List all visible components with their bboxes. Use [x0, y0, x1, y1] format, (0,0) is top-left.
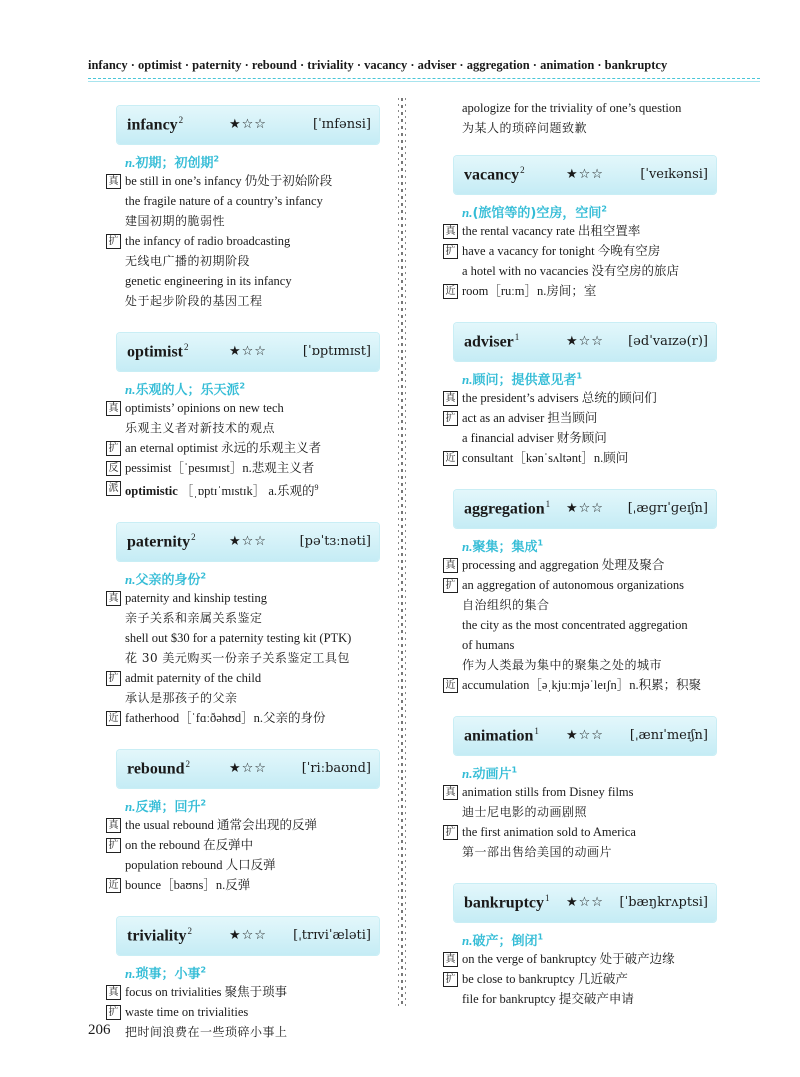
- headword: rebound$^2$: [127, 759, 191, 778]
- headword: triviality$^2$: [127, 926, 193, 945]
- tag-zhen: 真: [106, 591, 121, 606]
- translation-line: 承认是那孩子的父亲: [125, 691, 238, 706]
- entry-aggregation: [440, 490, 730, 695]
- header-rule: [88, 78, 760, 79]
- frequency-stars: ★☆☆: [229, 928, 267, 944]
- headword: paternity$^2$: [127, 532, 196, 551]
- example-line: a hotel with no vacancies 没有空房的旅店: [462, 264, 679, 278]
- part-of-speech: n.琐事；小事$^2$: [125, 965, 207, 983]
- part-of-speech: n.(旅馆等的)空房，空间$^2$: [462, 204, 607, 221]
- example-line: 真 the president’s advisers 总统的顾问们: [440, 388, 730, 408]
- frequency-stars: ★☆☆: [566, 334, 604, 349]
- example-line: 扩 the first animation sold to America: [440, 822, 730, 842]
- headword-box: [117, 523, 379, 561]
- translation-line: 第一部出售给美国的动画片: [462, 845, 613, 859]
- phonetic: [pəˈtɜːnəti]: [299, 534, 371, 550]
- tag-kuo: 扩: [443, 972, 458, 987]
- example-line: the fragile nature of a country’s infancy: [125, 194, 323, 208]
- tag-zhen: 真: [443, 391, 458, 406]
- example-line: a financial adviser 财务顾问: [462, 431, 607, 445]
- headword: bankruptcy$^1$: [464, 893, 550, 912]
- tag-kuo: 扩: [443, 578, 458, 593]
- entry-vacancy: [440, 156, 730, 301]
- tag-jin: 近: [443, 284, 458, 299]
- tag-jin: 近: [443, 451, 458, 466]
- page-number: 206: [88, 1022, 111, 1038]
- column-divider: [397, 98, 407, 1006]
- tag-zhen: 真: [106, 985, 121, 1000]
- example-line: 扩 be close to bankruptcy 几近破产: [440, 969, 730, 989]
- headword: optimist$^2$: [127, 342, 189, 361]
- headword-box: [454, 156, 716, 194]
- tag-zhen: 真: [443, 952, 458, 967]
- tag-kuo: 扩: [106, 671, 121, 686]
- entry-bankruptcy: [440, 884, 730, 1009]
- entry-adviser: [440, 323, 730, 468]
- tag-zhen: 真: [443, 785, 458, 800]
- frequency-stars: ★☆☆: [566, 895, 604, 910]
- phonetic: [ˈɪnfənsi]: [313, 117, 371, 132]
- example-line: 扩 act as an adviser 担当顾问: [440, 408, 730, 428]
- frequency-stars: ★☆☆: [229, 117, 267, 132]
- part-of-speech: n.动画片$^1$: [462, 765, 518, 782]
- headword: adviser$^1$: [464, 332, 520, 351]
- translation-line: 为某人的琐碎问题致歉: [462, 121, 588, 135]
- example-line: 真 optimists’ opinions on new tech: [103, 398, 393, 418]
- translation-line: 把时间浪费在一些琐碎小事上: [125, 1025, 288, 1040]
- example-line: file for bankruptcy 提交破产申请: [462, 992, 634, 1006]
- tag-pai: 派: [106, 481, 121, 496]
- translation-line: 花 30 美元购买一份亲子关系鉴定工具包: [125, 651, 350, 666]
- synonym-line: 近 bounce［baʊns］n.反弹: [103, 875, 393, 895]
- example-line: 真 the rental vacancy rate 出租空置率: [440, 221, 730, 241]
- entry-continuation: [440, 98, 730, 138]
- headword-box: [454, 323, 716, 361]
- part-of-speech: n.顾问；提供意见者$^1$: [462, 371, 583, 388]
- example-line: of humans: [462, 638, 515, 652]
- tag-jin: 近: [106, 711, 121, 726]
- part-of-speech: n.初期；初创期$^2$: [125, 154, 220, 171]
- part-of-speech: n.反弹；回升$^2$: [125, 798, 207, 816]
- example-line: the city as the most concentrated aggregation: [462, 618, 688, 632]
- phonetic: [ˈveɪkənsi]: [640, 167, 708, 182]
- synonym-line: 近 room［ruːm］n.房间；室: [440, 281, 730, 301]
- headword-box: [454, 717, 716, 755]
- left-column: [103, 98, 393, 1064]
- phonetic: [ˌtrɪviˈæləti]: [293, 928, 371, 944]
- entry-paternity: [103, 523, 393, 728]
- frequency-stars: ★☆☆: [229, 344, 267, 359]
- headword-box: [454, 490, 716, 528]
- part-of-speech: n.破产；倒闭$^1$: [462, 932, 544, 949]
- example-line: 真 animation stills from Disney films: [440, 782, 730, 802]
- example-line: 扩 an aggregation of autonomous organizations: [440, 575, 730, 595]
- example-line: apologize for the triviality of one’s question: [462, 101, 682, 115]
- phonetic: [ˈriːbaʊnd]: [301, 761, 371, 777]
- tag-zhen: 真: [106, 818, 121, 833]
- synonym-line: 近 accumulation［əˌkjuːmjəˈleɪʃn］n.积累；积聚: [440, 675, 730, 695]
- tag-kuo: 扩: [443, 411, 458, 426]
- frequency-stars: ★☆☆: [566, 728, 604, 743]
- example-line: 扩 admit paternity of the child: [103, 668, 393, 688]
- phonetic: [ˌæɡrɪˈɡeɪʃn]: [627, 501, 708, 516]
- tag-jin: 近: [106, 878, 121, 893]
- headword: vacancy$^2$: [464, 165, 525, 184]
- example-line: 扩 have a vacancy for tonight 今晚有空房: [440, 241, 730, 261]
- tag-zhen: 真: [106, 401, 121, 416]
- headword-box: [454, 884, 716, 922]
- translation-line: 自治组织的集合: [462, 598, 550, 612]
- translation-line: 迪士尼电影的动画剧照: [462, 805, 588, 819]
- right-column: [440, 98, 730, 1031]
- tag-jin: 近: [443, 678, 458, 693]
- headword: infancy$^2$: [127, 115, 184, 134]
- example-line: genetic engineering in its infancy: [125, 274, 292, 288]
- example-line: 真 be still in one’s infancy 仍处于初始阶段: [103, 171, 393, 191]
- example-line: population rebound 人口反弹: [125, 858, 276, 873]
- tag-kuo: 扩: [106, 441, 121, 456]
- part-of-speech: n.聚集；集成$^1$: [462, 538, 544, 555]
- entry-triviality: [103, 917, 393, 1042]
- tag-zhen: 真: [106, 174, 121, 189]
- headword-box: [117, 106, 379, 144]
- frequency-stars: ★☆☆: [566, 501, 604, 516]
- phonetic: [ˌænɪˈmeɪʃn]: [629, 728, 708, 743]
- example-line: 真 focus on trivialities 聚焦于琐事: [103, 982, 393, 1002]
- frequency-stars: ★☆☆: [229, 761, 267, 777]
- headword: aggregation$^1$: [464, 499, 551, 518]
- headword-box: [117, 750, 379, 788]
- phonetic: [ˈbæŋkrʌptsi]: [619, 895, 708, 910]
- entry-optimist: [103, 333, 393, 501]
- example-line: 扩 waste time on trivialities: [103, 1002, 393, 1022]
- part-of-speech: n.父亲的身份$^2$: [125, 571, 207, 589]
- headword-box: [117, 333, 379, 371]
- phonetic: [ˈɒptɪmɪst]: [302, 344, 371, 359]
- part-of-speech: n.乐观的人；乐天派$^2$: [125, 381, 246, 398]
- tag-kuo: 扩: [106, 1005, 121, 1020]
- translation-line: 乐观主义者对新技术的观点: [125, 421, 276, 435]
- synonym-line: 近 consultant［kənˈsʌltənt］n.顾问: [440, 448, 730, 468]
- translation-line: 亲子关系和亲属关系鉴定: [125, 611, 263, 626]
- example-line: 真 processing and aggregation 处理及聚合: [440, 555, 730, 575]
- synonym-line: 近 fatherhood［ˈfɑːðəhʊd］n.父亲的身份: [103, 708, 393, 728]
- example-line: 扩 the infancy of radio broadcasting: [103, 231, 393, 251]
- entry-rebound: [103, 750, 393, 895]
- frequency-stars: ★☆☆: [566, 167, 604, 182]
- tag-kuo: 扩: [106, 838, 121, 853]
- example-line: 扩 an eternal optimist 永远的乐观主义者: [103, 438, 393, 458]
- tag-zhen: 真: [443, 558, 458, 573]
- tag-fan: 反: [106, 461, 121, 476]
- entry-infancy: [103, 106, 393, 311]
- translation-line: 处于起步阶段的基因工程: [125, 294, 263, 308]
- tag-zhen: 真: [443, 224, 458, 239]
- derivative-line: 派 optimistic ［ˌɒptɪˈmɪstɪk］ a.乐观的$^9$: [103, 478, 393, 501]
- running-header: infancy · optimist · paternity · rebound · triviality · vacancy · adviser · aggregation · animation · bankruptcy: [88, 58, 668, 72]
- headword-box: [117, 917, 379, 955]
- headword: animation$^1$: [464, 726, 539, 745]
- header-rule-secondary: [88, 81, 760, 82]
- entry-animation: [440, 717, 730, 862]
- example-line: shell out $30 for a paternity testing kit (PTK): [125, 631, 352, 646]
- tag-kuo: 扩: [106, 234, 121, 249]
- frequency-stars: ★☆☆: [229, 534, 267, 550]
- translation-line: 建国初期的脆弱性: [125, 214, 226, 228]
- antonym-line: 反 pessimist［ˈpesɪmɪst］n.悲观主义者: [103, 458, 393, 478]
- tag-kuo: 扩: [443, 244, 458, 259]
- tag-kuo: 扩: [443, 825, 458, 840]
- translation-line: 无线电广播的初期阶段: [125, 254, 251, 268]
- example-line: 真 the usual rebound 通常会出现的反弹: [103, 815, 393, 835]
- phonetic: [ədˈvaɪzə(r)]: [628, 334, 708, 349]
- example-line: 真 on the verge of bankruptcy 处于破产边缘: [440, 949, 730, 969]
- translation-line: 作为人类最为集中的聚集之处的城市: [462, 658, 663, 672]
- example-line: 真 paternity and kinship testing: [103, 588, 393, 608]
- example-line: 扩 on the rebound 在反弹中: [103, 835, 393, 855]
